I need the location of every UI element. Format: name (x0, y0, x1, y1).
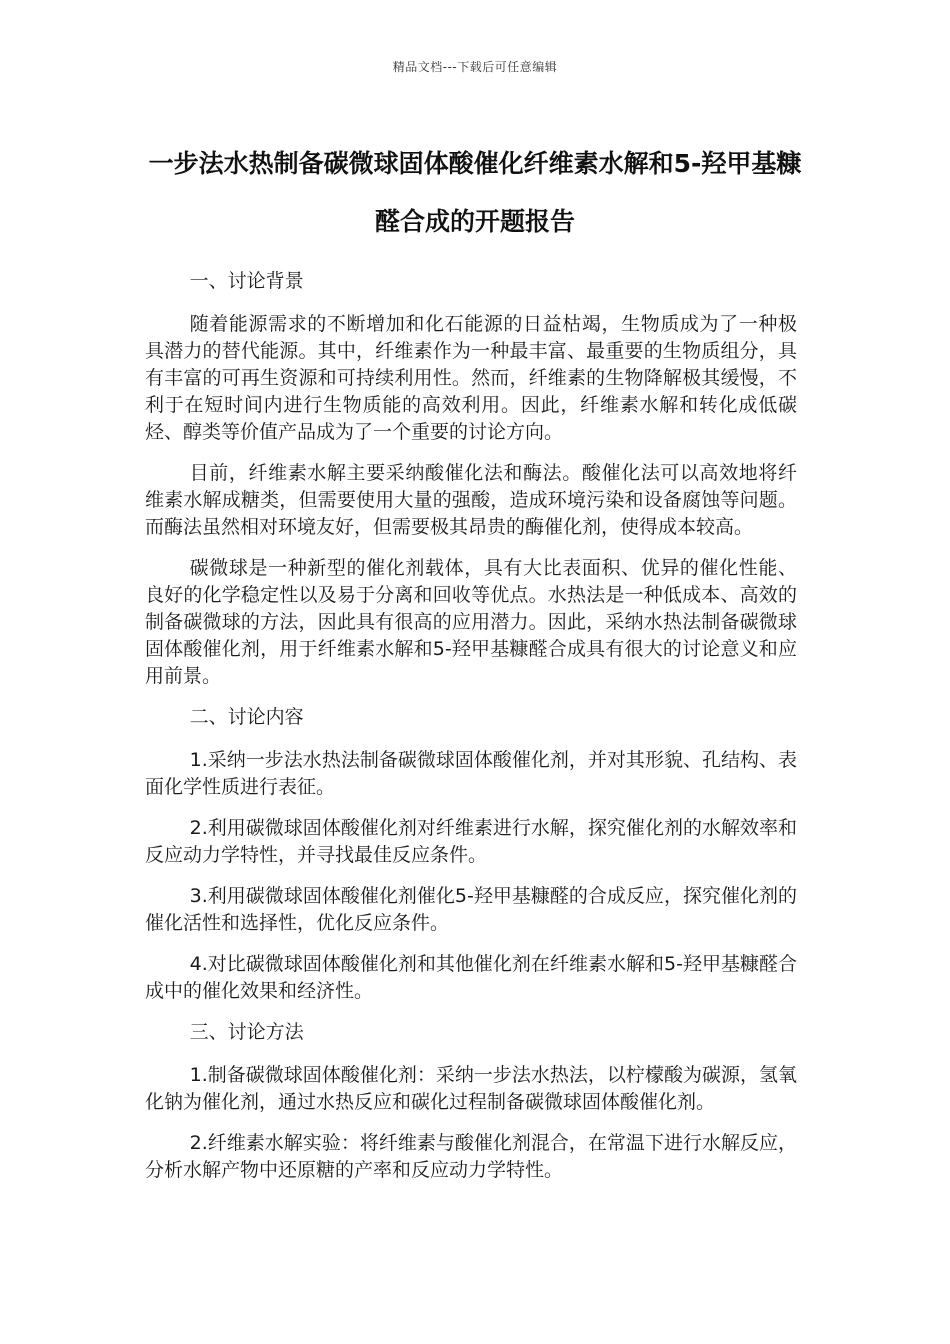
header-note: 精品文档---下载后可任意编辑 (392, 60, 558, 74)
section-heading-methods: 三、讨论方法 (189, 1021, 304, 1043)
list-item: 1.制备碳微球固体酸催化剂：采纳一步法水热法，以柠檬酸为碳源，氢氧化钠为催化剂，通过水热反应和碳化过程制备碳微球固体酸催化剂。 (145, 1064, 797, 1113)
list-item: 1.采纳一步法水热法制备碳微球固体酸催化剂，并对其形貌、孔结构、表面化学性质进行表征。 (145, 749, 797, 798)
list-item: 2.利用碳微球固体酸催化剂对纤维素进行水解，探究催化剂的水解效率和反应动力学特性，并寻找最佳反应条件。 (145, 817, 797, 866)
list-item: 4.对比碳微球固体酸催化剂和其他催化剂在纤维素水解和5-羟甲基糠醛合成中的催化效果和经济性。 (145, 953, 797, 1002)
document-title: 一步法水热制备碳微球固体酸催化纤维素水解和5-羟甲基糠醛合成的开题报告 (148, 149, 802, 236)
document-body (145, 268, 797, 1198)
paragraph: 碳微球是一种新型的催化剂载体，具有大比表面积、优异的催化性能、良好的化学稳定性以及易于分离和回收等优点。水热法是一种低成本、高效的制备碳微球的方法，因此具有很高的应用潜力。因此，采纳水热法制备碳微球固体酸催化剂，用于纤维素水解和5-羟甲基糠醛合成具有很大的讨论意义和应用前景。 (145, 557, 797, 687)
paragraph: 随着能源需求的不断增加和化石能源的日益枯竭，生物质成为了一种极具潜力的替代能源。其中，纤维素作为一种最丰富、最重要的生物质组分，具有丰富的可再生资源和可持续利用性。然而，纤维素的生物降解极其缓慢，不利于在短时间内进行生物质能的高效利用。因此，纤维素水解和转化成低碳烃、醇类等价值产品成为了一个重要的讨论方向。 (145, 313, 797, 443)
section-heading-content: 二、讨论内容 (189, 706, 304, 728)
paragraph: 目前，纤维素水解主要采纳酸催化法和酶法。酸催化法可以高效地将纤维素水解成糖类，但需要使用大量的强酸，造成环境污染和设备腐蚀等问题。而酶法虽然相对环境友好，但需要极其昂贵的酶催化剂，使得成本较高。 (145, 462, 797, 538)
section-heading-background: 一、讨论背景 (189, 270, 304, 292)
list-item: 2.纤维素水解实验：将纤维素与酸催化剂混合，在常温下进行水解反应，分析水解产物中还原糖的产率和反应动力学特性。 (145, 1132, 797, 1181)
list-item: 3.利用碳微球固体酸催化剂催化5-羟甲基糠醛的合成反应，探究催化剂的催化活性和选择性，优化反应条件。 (145, 885, 797, 934)
